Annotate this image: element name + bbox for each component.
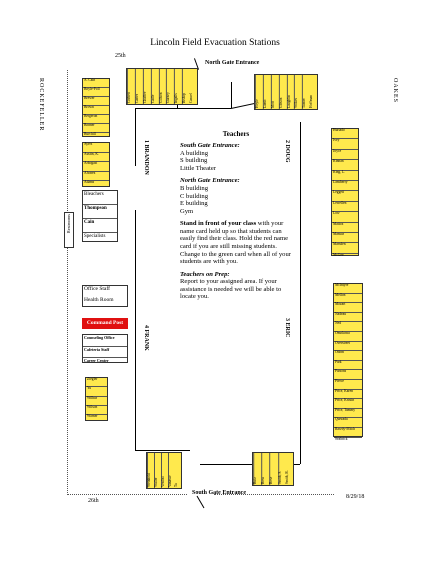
list-item: Gibson bbox=[279, 75, 287, 109]
street-left-label: ROCKEFELLER bbox=[38, 78, 44, 132]
north-gate-label: North Gate Entrance bbox=[205, 60, 260, 66]
zone-2-label: 2 DOUG bbox=[284, 140, 290, 163]
list-item: Waller bbox=[154, 453, 161, 488]
list-item: Bishop bbox=[182, 69, 190, 104]
list-item: Warner bbox=[87, 414, 98, 419]
list-item: Yu bbox=[86, 387, 107, 396]
list-item: Parsons bbox=[334, 370, 362, 380]
north-gate-heading: North Gate Entrance: bbox=[180, 177, 240, 185]
list-item: Wilson bbox=[86, 406, 107, 415]
list-item: Leggett bbox=[332, 191, 358, 201]
list-item: McIntyre bbox=[334, 284, 362, 294]
page-title: Lincoln Field Evacuation Stations bbox=[150, 38, 280, 48]
list-item: Bonner bbox=[83, 124, 109, 133]
list-item: Mellon bbox=[334, 294, 362, 304]
restrooms-label: Restrooms bbox=[66, 214, 71, 234]
bottom-left-class-list bbox=[146, 452, 182, 489]
list-item: Gillson bbox=[159, 69, 167, 104]
office-staff-box bbox=[82, 285, 128, 307]
list-item: Boyle-Poll bbox=[83, 88, 109, 97]
list-item: A. Cain bbox=[83, 79, 109, 88]
list-item: Cancel bbox=[189, 93, 194, 103]
prep-text: Report to your assigned area. If your assistance is needed we will be able to locate you. bbox=[180, 278, 282, 301]
list-item: Ayers bbox=[83, 143, 109, 153]
list-item: Wilbur bbox=[86, 397, 107, 406]
left-class-list-1 bbox=[82, 78, 110, 137]
street-top-label: 25th bbox=[115, 53, 126, 59]
list-item: Wilkes bbox=[294, 75, 302, 109]
list-item: Mansur bbox=[332, 233, 358, 243]
list-item: Omokawa bbox=[334, 332, 362, 342]
list-item: Turner bbox=[302, 75, 310, 109]
zone-3-label: 3 ERIC bbox=[284, 318, 290, 338]
south-gate-heading: South Gate Entrance: bbox=[180, 142, 240, 150]
list-item: Ross bbox=[261, 453, 269, 485]
right-class-list-1 bbox=[331, 128, 359, 256]
street-bottom-label: 26th bbox=[88, 498, 99, 504]
date-label: 8/29/18 bbox=[346, 494, 365, 500]
list-item: Mattox bbox=[332, 223, 358, 233]
stand-rest: with your name card held up so that students can easily find their class. Hold the red name card if you are still missing students. Change to the green card when all of your students are with you. bbox=[180, 220, 291, 266]
left-class-list-2 bbox=[82, 142, 110, 187]
left-class-list-3 bbox=[85, 377, 108, 421]
list-item: Bergeron bbox=[83, 115, 109, 124]
list-item: Lewellen bbox=[332, 202, 358, 212]
prep-heading: Teachers on Prep: bbox=[180, 270, 230, 278]
list-item: A building bbox=[180, 149, 209, 157]
teacher-instructions bbox=[180, 130, 292, 301]
list-item: Carter bbox=[135, 69, 143, 104]
list-item: Mott bbox=[271, 75, 279, 109]
list-item: Lamb bbox=[263, 75, 271, 109]
list-item: Seabrick bbox=[335, 436, 348, 441]
list-item: Smith, R. bbox=[284, 470, 289, 484]
teachers-heading: Teachers bbox=[222, 130, 250, 138]
stand-instructions bbox=[180, 220, 292, 265]
list-item: Nadeau bbox=[334, 313, 362, 323]
street-right-label: OAKES bbox=[392, 78, 398, 104]
list-item: Rawdy-Mitch bbox=[334, 428, 362, 438]
list-item: Rose bbox=[269, 453, 277, 485]
list-item: Price, Tammy bbox=[334, 409, 362, 419]
stand-bold: Stand in front of your class bbox=[180, 220, 257, 228]
list-item: Corbett bbox=[127, 69, 135, 104]
list-item: Laughlin bbox=[287, 75, 295, 109]
list-item: Ziegler bbox=[86, 378, 107, 387]
list-item: Career Center bbox=[84, 358, 109, 363]
list-item: Ruiz bbox=[253, 453, 261, 485]
list-item: Burchill bbox=[84, 132, 96, 136]
list-item: Gym bbox=[180, 207, 194, 215]
list-item: Quezada bbox=[334, 418, 362, 428]
list-item: Gurney bbox=[166, 69, 174, 104]
right-class-list-2 bbox=[333, 283, 363, 441]
list-item: Specialists bbox=[84, 234, 106, 239]
list-item: Chaffee bbox=[143, 69, 151, 104]
list-item: C building bbox=[180, 192, 209, 200]
list-item: Pierce bbox=[334, 380, 362, 390]
restrooms bbox=[64, 212, 74, 248]
list-item: E building bbox=[180, 200, 208, 208]
list-item: Hoyle bbox=[255, 75, 263, 109]
list-item: Brewer bbox=[83, 97, 109, 106]
list-item: Little Theater bbox=[180, 164, 216, 172]
list-item: Verdini bbox=[161, 453, 168, 488]
list-item: Marsden bbox=[332, 243, 358, 253]
list-item: Counseling Office bbox=[83, 335, 127, 347]
top-right-class-list bbox=[254, 74, 318, 110]
list-item: Low bbox=[332, 212, 358, 222]
list-item: B building bbox=[180, 184, 209, 192]
list-item: Joyce bbox=[332, 150, 358, 160]
south-gate-label: South Gate Entrance bbox=[192, 490, 246, 496]
list-item: Cafeteria Staff bbox=[83, 347, 127, 359]
list-item: Park bbox=[334, 361, 362, 371]
staff-stations-list bbox=[82, 334, 128, 363]
list-item: Mozart bbox=[334, 303, 362, 313]
zone-1-label: 1 BRANDON bbox=[143, 140, 149, 175]
list-item: Adams bbox=[84, 180, 95, 184]
bleachers-list bbox=[82, 190, 118, 242]
command-post: Command Post bbox=[82, 318, 128, 329]
list-item: Alvarez bbox=[83, 172, 109, 182]
list-item: Vanasse bbox=[168, 453, 175, 488]
list-item: Hurtado bbox=[332, 129, 358, 139]
list-item: Overstreet bbox=[334, 342, 362, 352]
list-item: Ned bbox=[334, 322, 362, 332]
zone-4-label: 4 FRANK bbox=[143, 325, 149, 351]
list-item: Thompson bbox=[83, 205, 117, 219]
list-item: Ingalls bbox=[174, 69, 182, 104]
list-item: Bleachers bbox=[83, 191, 117, 205]
list-item: Austin, K. bbox=[83, 153, 109, 163]
bottom-right-class-list bbox=[252, 452, 294, 486]
list-item: S building bbox=[180, 157, 208, 165]
list-item: Health Room bbox=[84, 297, 114, 303]
top-left-class-list bbox=[126, 68, 198, 105]
list-item: Price, Kristin bbox=[334, 399, 362, 409]
list-item: Smith, S. bbox=[278, 453, 286, 485]
list-item: Brown bbox=[83, 106, 109, 115]
list-item: Office Staff bbox=[84, 286, 110, 292]
list-item: Hoffman bbox=[309, 95, 314, 108]
list-item: Cain bbox=[83, 219, 117, 233]
list-item: Kinnan bbox=[332, 160, 358, 170]
list-item: King, L. bbox=[332, 171, 358, 181]
list-item: Price, Karen bbox=[334, 390, 362, 400]
list-item: Cadle bbox=[151, 69, 159, 104]
list-item: Weinhold bbox=[147, 453, 154, 488]
list-item: Arbogast bbox=[83, 162, 109, 172]
list-item: Ivey bbox=[332, 139, 358, 149]
list-item: McGee bbox=[333, 252, 344, 257]
list-item: Lansberry bbox=[332, 181, 358, 191]
list-item: Odom bbox=[334, 351, 362, 361]
list-item: Tu bbox=[174, 483, 178, 487]
